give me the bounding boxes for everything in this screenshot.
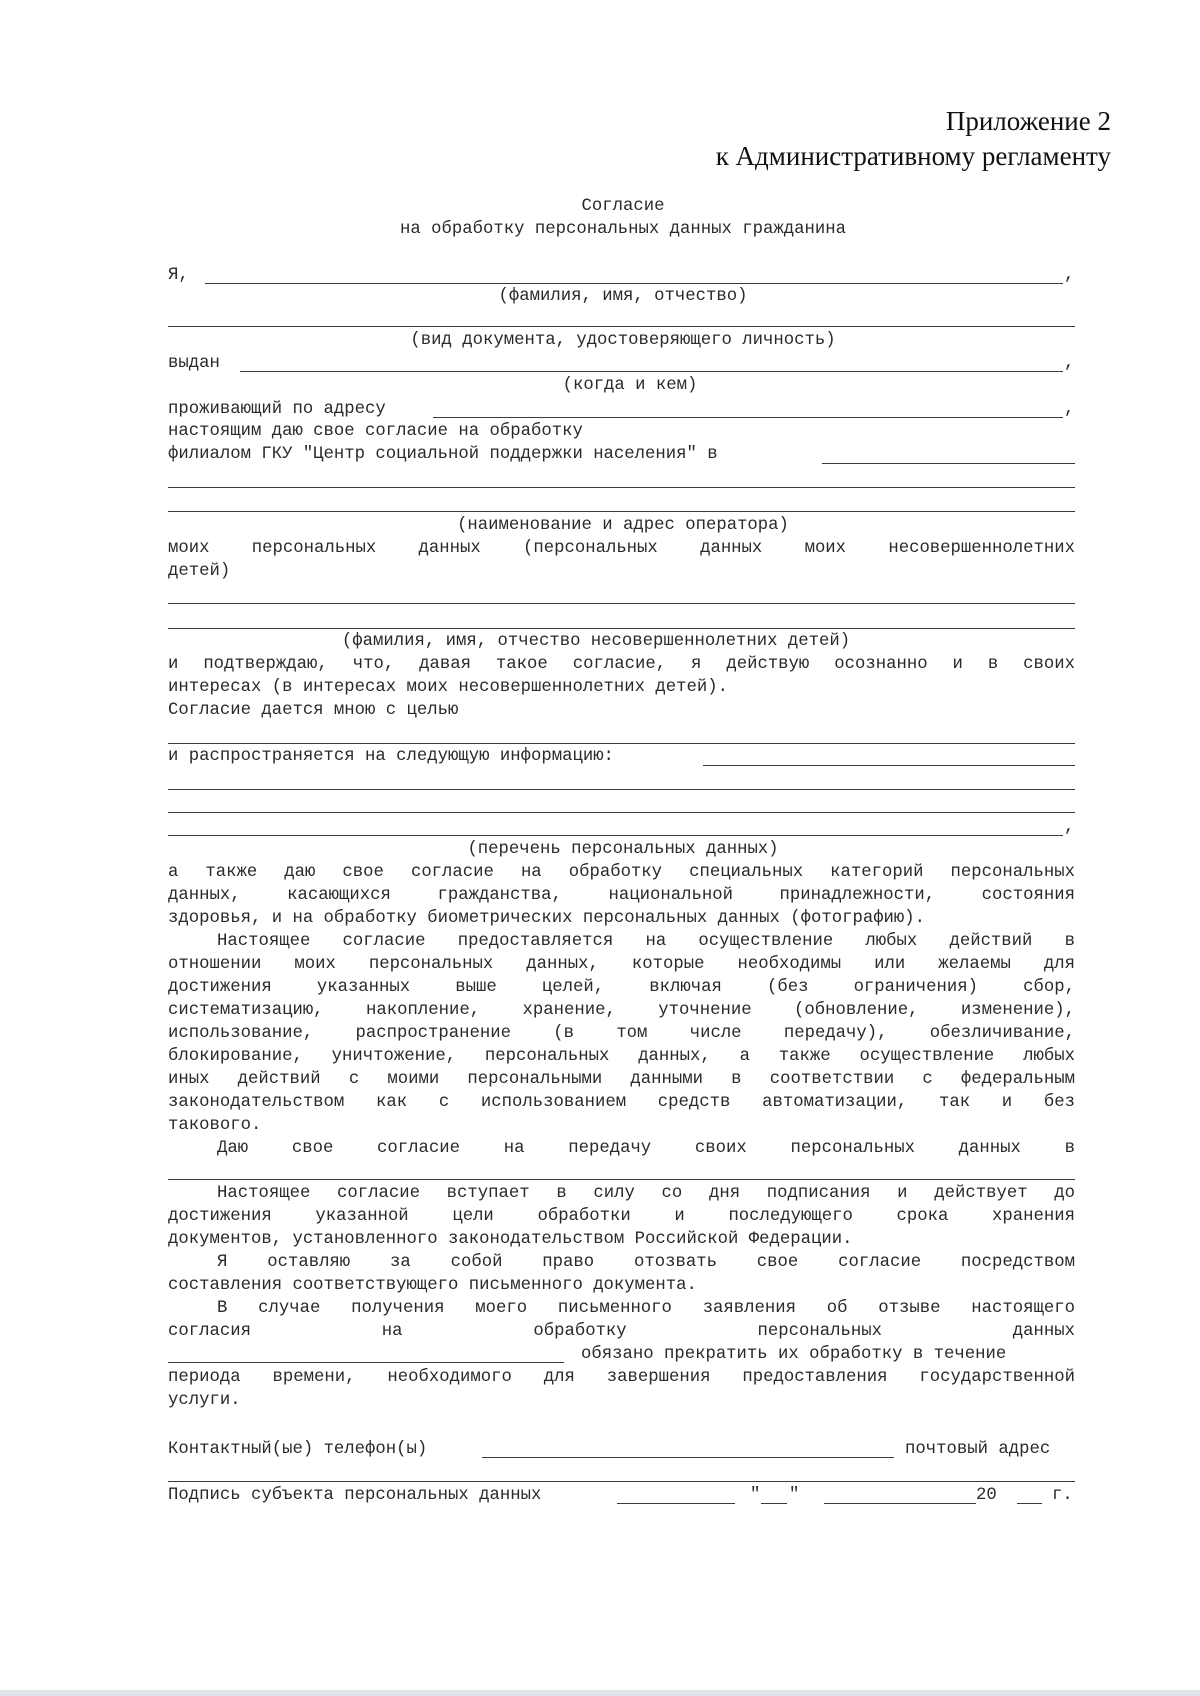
children-text: детей) (168, 562, 231, 581)
actions-text-6: блокирование, уничтожение, персональных данных, а также осуществление любых (168, 1047, 1075, 1066)
issued-label: выдан (168, 354, 220, 373)
purpose-label: Согласие дается мною с целью (168, 701, 459, 720)
date-quote-open: " (750, 1486, 761, 1505)
date-year-prefix: 20 (976, 1486, 997, 1505)
actions-text-2: отношении моих персональных данных, которые необходимы или желаемы для (168, 955, 1075, 974)
phone-label: Контактный(ые) телефон(ы) (168, 1440, 428, 1459)
children-field-line2[interactable] (168, 628, 1075, 629)
scan-bottom-edge (0, 1690, 1200, 1696)
validity-text-3: документов, установленного законодательством Российской Федерации. (168, 1230, 853, 1249)
issued-caption: (когда и кем) (562, 376, 698, 395)
data-list-caption: (перечень персональных данных) (467, 840, 779, 859)
actions-text-7: иных действий с моими персональными данными в соответствии с федеральным (168, 1070, 1075, 1089)
date-month-field[interactable] (824, 1503, 976, 1504)
date-year-field[interactable] (1017, 1503, 1042, 1504)
validity-text-2: достижения указанной цели обработки и последующего срока хранения (168, 1207, 1075, 1226)
date-quote-close: " (789, 1486, 800, 1505)
actions-text-8: законодательством как с использованием средств автоматизации, так и без (168, 1093, 1075, 1112)
fio-field[interactable] (205, 283, 1063, 284)
purpose-field[interactable] (168, 743, 1075, 744)
comma: , (1064, 818, 1075, 837)
special-text-1: а также даю свое согласие на обработку специальных категорий персональных (168, 863, 1075, 882)
date-day-field[interactable] (761, 1503, 787, 1504)
data-list-field-line4[interactable] (168, 835, 1063, 836)
children-caption: (фамилия, имя, отчество несовершеннолетних детей) (341, 632, 851, 651)
postal-address-label: почтовый адрес (905, 1440, 1051, 1459)
validity-text-1: Настоящее согласие вступает в силу со дня подписания и действует до (217, 1184, 1075, 1203)
year-suffix: г. (1052, 1486, 1073, 1505)
address-label: проживающий по адресу (168, 400, 386, 419)
operator-field[interactable] (822, 463, 1075, 464)
data-list-field-line3[interactable] (168, 812, 1075, 813)
comma: , (1064, 266, 1075, 285)
confirm-text-2: интересах (в интересах моих несовершеннолетних детей). (168, 678, 729, 697)
actions-text-5: использование, распространение (в том числе передачу), обезличивание, (168, 1024, 1075, 1043)
withdrawal-text-2: согласия на обработку персональных данных (168, 1322, 1075, 1341)
id-document-field[interactable] (168, 326, 1075, 327)
children-field[interactable] (168, 603, 1075, 604)
withdrawal-text-3: обязано прекратить их обработку в течение (581, 1345, 1007, 1364)
transfer-field[interactable] (168, 1179, 1075, 1180)
special-text-3: здоровья, и на обработку биометрических персональных данных (фотографию). (168, 909, 926, 928)
actions-text-1: Настоящее согласие предоставляется на осуществление любых действий в (217, 932, 1075, 951)
comma: , (1064, 354, 1075, 373)
revoke-text-1: Я оставляю за собой право отозвать свое согласие посредством (217, 1253, 1075, 1272)
my-data-text: моих персональных данных (персональных данных моих несовершеннолетних (168, 539, 1075, 558)
withdrawal-text-5: услуги. (168, 1391, 241, 1410)
signature-label: Подпись субъекта персональных данных (168, 1486, 542, 1505)
data-list-field[interactable] (703, 765, 1075, 766)
operator-caption: (наименование и адрес оператора) (457, 516, 789, 535)
data-list-field-line2[interactable] (168, 789, 1075, 790)
special-text-2: данных, касающихся гражданства, национальной принадлежности, состояния (168, 886, 1075, 905)
operator-field-line2[interactable] (168, 487, 1075, 488)
consent-statement: настоящим даю свое согласие на обработку (168, 422, 583, 441)
extends-label: и распространяется на следующую информацию: (168, 747, 614, 766)
confirm-text-1: и подтверждаю, что, давая такое согласие, я действую осознанно и в своих (168, 655, 1075, 674)
revoke-text-2: составления соответствующего письменного документа. (168, 1276, 697, 1295)
phone-field[interactable] (482, 1457, 894, 1458)
ya-label: Я, (168, 266, 189, 285)
appendix-number: Приложение 2 (945, 106, 1111, 136)
withdrawal-operator-field[interactable] (168, 1362, 564, 1363)
actions-text-3: достижения указанных выше целей, включая (без ограничения) сбор, (168, 978, 1075, 997)
document-title: Согласие (581, 197, 665, 216)
postal-address-field[interactable] (168, 1481, 1075, 1482)
signature-field[interactable] (617, 1503, 735, 1504)
transfer-text: Даю свое согласие на передачу своих персональных данных в (217, 1139, 1075, 1158)
id-document-caption: (вид документа, удостоверяющего личность) (410, 331, 836, 350)
fio-caption: (фамилия, имя, отчество) (498, 287, 748, 306)
document-subtitle: на обработку персональных данных гражданина (400, 220, 846, 239)
actions-text-4: систематизацию, накопление, хранение, уточнение (обновление, изменение), (168, 1001, 1075, 1020)
appendix-reference: к Административному регламенту (715, 141, 1111, 171)
operator-field-line3[interactable] (168, 511, 1075, 512)
withdrawal-text-1: В случае получения моего письменного заявления об отзыве настоящего (217, 1299, 1075, 1318)
issued-field[interactable] (240, 371, 1063, 372)
address-field[interactable] (433, 417, 1063, 418)
withdrawal-text-4: периода времени, необходимого для завершения предоставления государственной (168, 1368, 1075, 1387)
comma: , (1064, 400, 1075, 419)
actions-text-9: такового. (168, 1116, 262, 1135)
branch-text: филиалом ГКУ "Центр социальной поддержки населения" в (168, 445, 718, 464)
